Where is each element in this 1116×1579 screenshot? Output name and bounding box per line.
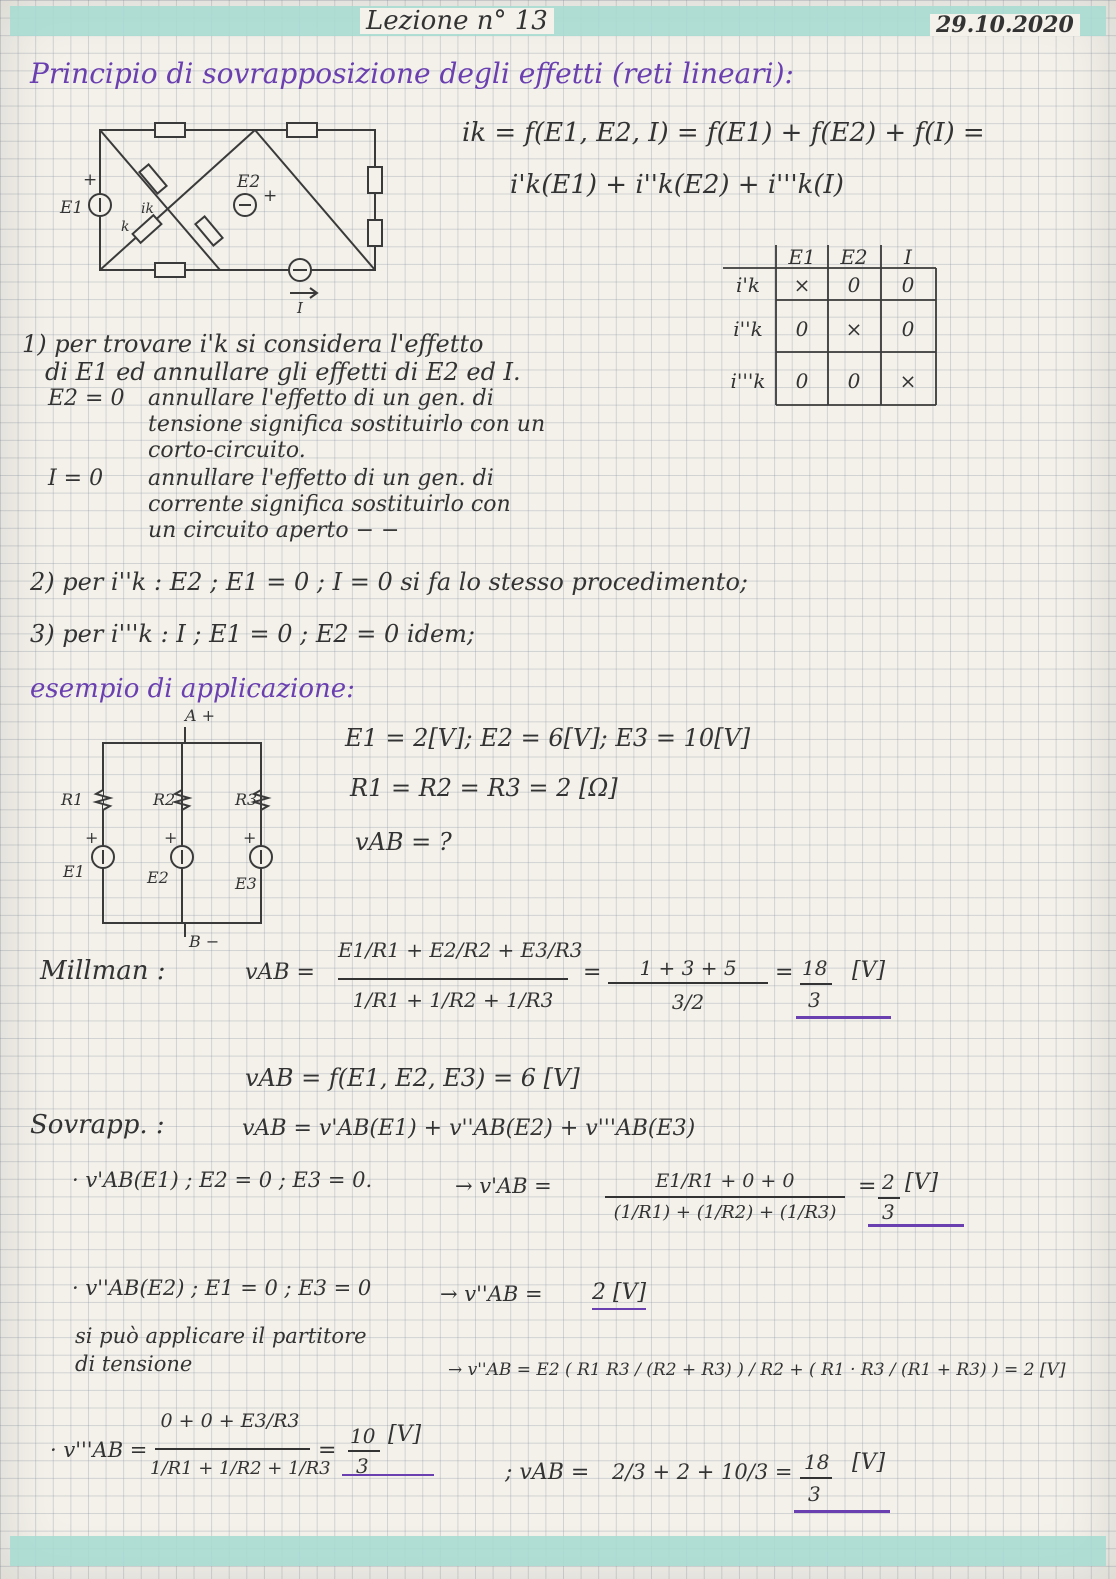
page-title: Lezione n° 13 bbox=[360, 8, 554, 34]
table-row-label: i'''k bbox=[730, 369, 766, 393]
millman-mid-denominator: 3/2 bbox=[671, 990, 705, 1014]
millman-mid-bar bbox=[608, 982, 768, 984]
case2-arrow: → v''AB = bbox=[440, 1282, 543, 1306]
millman-mid-numerator: 1 + 3 + 5 bbox=[639, 956, 737, 980]
resistor-diag-3 bbox=[195, 216, 222, 245]
circuit-diagram-example bbox=[55, 705, 295, 950]
table-header-cell: I bbox=[904, 245, 912, 269]
unknown-vab: vAB = ? bbox=[355, 828, 452, 856]
circuit-diagonal-2 bbox=[100, 130, 255, 270]
final-result-underline bbox=[794, 1510, 890, 1513]
resistor-r1 bbox=[96, 790, 110, 810]
partitore-line1: si può applicare il partitore bbox=[75, 1324, 367, 1348]
millman-label: Millman : bbox=[40, 956, 166, 986]
label-e1-plus: + bbox=[83, 170, 98, 190]
label-ik: ik bbox=[141, 201, 154, 217]
label-e3: E3 bbox=[235, 874, 257, 893]
label-r2: R2 bbox=[153, 790, 176, 809]
section-title-superposition: Principio di sovrapposizione degli effetti (reti lineari): bbox=[30, 57, 794, 90]
case1-result-num: 2 bbox=[882, 1170, 895, 1194]
label-e2-plus: + bbox=[263, 186, 278, 206]
millman-result-underline bbox=[796, 1016, 891, 1019]
case2-result: 2 [V] bbox=[592, 1282, 646, 1310]
final-result-bar bbox=[800, 1477, 832, 1479]
table-cell: × bbox=[899, 369, 917, 393]
case2-left: · v''AB(E2) ; E1 = 0 ; E3 = 0 bbox=[72, 1276, 372, 1300]
step2: 2) per i''k : E2 ; E1 = 0 ; I = 0 si fa lo stesso procedimento; bbox=[30, 568, 748, 596]
case1-arrow: → v'AB = bbox=[455, 1174, 552, 1198]
label-e1: E1 bbox=[63, 862, 85, 881]
e2-zero-label: E2 = 0 bbox=[48, 386, 125, 411]
resistor-top-2 bbox=[287, 123, 317, 137]
case3-fraction-bar bbox=[155, 1448, 310, 1450]
final-result-num: 18 bbox=[804, 1450, 830, 1474]
table-cell: 0 bbox=[847, 369, 861, 393]
given-resistances: R1 = R2 = R3 = 2 [Ω] bbox=[350, 774, 618, 802]
final-terms: 2/3 + 2 + 10/3 = bbox=[612, 1460, 793, 1484]
circuit-diagonal-1 bbox=[100, 130, 220, 270]
case3-result-unit: [V] bbox=[388, 1422, 422, 1447]
table-header-cell: E1 bbox=[788, 245, 816, 269]
case1-underline bbox=[868, 1224, 964, 1227]
table-cell: 0 bbox=[901, 317, 915, 341]
final-result-unit: [V] bbox=[852, 1450, 886, 1475]
case1-result-den: 3 bbox=[882, 1200, 895, 1224]
label-r3: R3 bbox=[235, 790, 258, 809]
table-row-label: i'k bbox=[735, 273, 761, 297]
resistor-diag-1 bbox=[139, 164, 166, 193]
table-cell: × bbox=[845, 317, 863, 341]
millman-result-num: 18 bbox=[802, 956, 828, 980]
label-e2-plus: + bbox=[164, 828, 178, 847]
millman-result-den: 3 bbox=[808, 988, 821, 1012]
table-cell: 0 bbox=[847, 273, 861, 297]
millman-denominator: 1/R1 + 1/R2 + 1/R3 bbox=[352, 988, 554, 1012]
millman-eq-2: = bbox=[775, 960, 794, 985]
case3-lhs: · v'''AB = bbox=[50, 1438, 148, 1462]
millman-result-bar bbox=[800, 983, 832, 985]
label-e1-plus: + bbox=[85, 828, 99, 847]
millman-fraction-bar bbox=[338, 978, 568, 980]
page-date: 29.10.2020 bbox=[930, 14, 1080, 36]
millman-result-unit: [V] bbox=[852, 958, 886, 983]
superposition-table bbox=[718, 240, 943, 410]
resistor-top-1 bbox=[155, 123, 185, 137]
case3-numerator: 0 + 0 + E3/R3 bbox=[160, 1410, 300, 1432]
label-e3-plus: + bbox=[243, 828, 257, 847]
case3-result-bar bbox=[348, 1450, 380, 1452]
label-i: I bbox=[297, 299, 303, 317]
final-result-den: 3 bbox=[808, 1482, 821, 1506]
resistor-diag-2 bbox=[133, 215, 162, 243]
millman-lhs: vAB = bbox=[245, 960, 315, 985]
case1-result-bar bbox=[878, 1197, 900, 1199]
sovrapp-equation: vAB = v'AB(E1) + v''AB(E2) + v'''AB(E3) bbox=[242, 1116, 696, 1141]
e2-zero-line1: annullare l'effetto di un gen. di bbox=[148, 386, 494, 411]
case1-result-unit: [V] bbox=[905, 1170, 939, 1195]
vab-function-line: vAB = f(E1, E2, E3) = 6 [V] bbox=[245, 1064, 580, 1092]
table-cell: × bbox=[793, 273, 811, 297]
case3-underline bbox=[342, 1474, 434, 1476]
case3-denominator: 1/R1 + 1/R2 + 1/R3 bbox=[150, 1458, 331, 1479]
table-cell: 0 bbox=[795, 369, 809, 393]
case3-result-den: 3 bbox=[356, 1454, 369, 1478]
step3: 3) per i'''k : I ; E1 = 0 ; E2 = 0 idem; bbox=[30, 620, 476, 648]
given-voltages: E1 = 2[V]; E2 = 6[V]; E3 = 10[V] bbox=[345, 724, 751, 752]
label-e2: E2 bbox=[237, 172, 261, 192]
label-e1: E1 bbox=[60, 198, 84, 218]
step1-line1: 1) per trovare i'k si considera l'effetto bbox=[22, 330, 484, 358]
sovrapp-label: Sovrapp. : bbox=[30, 1110, 165, 1140]
superposition-formula-2: i'k(E1) + i''k(E2) + i'''k(I) bbox=[510, 170, 844, 200]
resistor-bottom bbox=[155, 263, 185, 277]
table-cell: 0 bbox=[901, 273, 915, 297]
final-lhs: ; vAB = bbox=[505, 1460, 590, 1485]
example-title: esempio di applicazione: bbox=[30, 674, 355, 704]
case1-numerator: E1/R1 + 0 + 0 bbox=[655, 1170, 795, 1192]
footer-band bbox=[10, 1536, 1106, 1566]
i-zero-line3: un circuito aperto − − bbox=[148, 518, 400, 543]
e2-zero-line3: corto-circuito. bbox=[148, 438, 306, 463]
i-zero-line2: corrente significa sostituirlo con bbox=[148, 492, 511, 517]
circuit-diagram-general bbox=[55, 105, 425, 320]
i-zero-line1: annullare l'effetto di un gen. di bbox=[148, 466, 494, 491]
terminal-b-label: B − bbox=[189, 932, 220, 950]
case1-fraction-bar bbox=[605, 1196, 845, 1198]
case1-left: · v'AB(E1) ; E2 = 0 ; E3 = 0. bbox=[72, 1168, 373, 1192]
step1-line2: di E1 ed annullare gli effetti di E2 ed I. bbox=[45, 358, 521, 386]
millman-eq: = bbox=[583, 960, 602, 985]
case1-denominator: (1/R1) + (1/R2) + (1/R3) bbox=[613, 1202, 837, 1223]
label-k: k bbox=[121, 219, 130, 235]
resistor-right-1 bbox=[368, 167, 382, 193]
label-e2: E2 bbox=[147, 868, 169, 887]
resistor-right-2 bbox=[368, 220, 382, 246]
i-zero-label: I = 0 bbox=[48, 466, 104, 491]
millman-numerator: E1/R1 + E2/R2 + E3/R3 bbox=[338, 938, 583, 962]
label-r1: R1 bbox=[61, 790, 84, 809]
case3-eq: = bbox=[318, 1438, 337, 1463]
case1-eq: = bbox=[858, 1174, 877, 1199]
terminal-a-label: A + bbox=[185, 706, 216, 725]
table-row-label: i''k bbox=[733, 317, 763, 341]
table-cell: 0 bbox=[795, 317, 809, 341]
table-header-cell: E2 bbox=[840, 245, 868, 269]
superposition-formula-1: ik = f(E1, E2, I) = f(E1) + f(E2) + f(I) = bbox=[462, 118, 985, 148]
case3-result-num: 10 bbox=[350, 1424, 376, 1448]
e2-zero-line2: tensione significa sostituirlo con un bbox=[148, 412, 546, 437]
partitore-formula: → v''AB = E2 ( R1 R3 / (R2 + R3) ) / R2 + ( R1 · R3 / (R1 + R3) ) = 2 [V] bbox=[448, 1360, 1066, 1380]
partitore-line2: di tensione bbox=[75, 1352, 193, 1376]
